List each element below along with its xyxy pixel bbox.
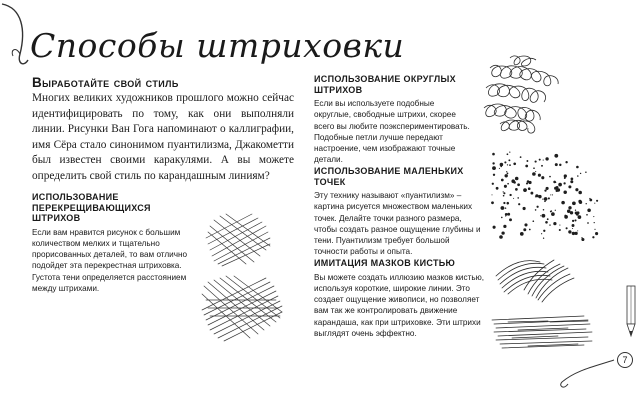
dot-mark: [506, 171, 507, 172]
dot-mark: [535, 209, 537, 211]
dot-mark: [493, 174, 495, 176]
dot-mark: [526, 182, 528, 184]
dot-mark: [539, 159, 541, 161]
dot-mark: [543, 230, 545, 232]
dot-mark: [557, 188, 560, 191]
dot-mark: [568, 206, 571, 209]
dot-mark: [587, 222, 589, 224]
dot-mark: [549, 224, 550, 225]
section-heading: ИСПОЛЬЗОВАНИЕ МАЛЕНЬКИХ ТОЧЕК: [314, 166, 464, 187]
dot-mark: [507, 153, 509, 155]
dot-mark: [507, 173, 509, 175]
section-text: Эту технику называют «пуантилизм» – картина рисуется множеством маленьких точек. Делайте точки разного размера, чтобы создать разное ощущение глубины и тени. Пуантилизм требует большой точности работы и опыта.: [314, 191, 481, 257]
dot-mark: [571, 178, 574, 181]
dot-mark: [499, 235, 503, 239]
dots-sample-icon: [488, 148, 604, 244]
dot-mark: [507, 183, 509, 185]
dot-mark: [517, 197, 519, 199]
dot-mark: [511, 179, 515, 183]
dot-mark: [508, 159, 510, 161]
dot-mark: [503, 192, 505, 194]
dot-mark: [594, 222, 595, 223]
dot-mark: [546, 187, 549, 190]
section-circular: [314, 74, 472, 166]
dot-mark: [530, 192, 533, 195]
dot-mark: [563, 191, 566, 194]
dot-mark: [576, 211, 579, 214]
dot-mark: [575, 210, 576, 211]
dot-mark: [492, 162, 494, 164]
section-brush: [314, 258, 492, 339]
dot-mark: [555, 163, 558, 166]
dot-mark: [547, 218, 549, 220]
dot-mark: [535, 161, 537, 163]
dot-mark: [545, 157, 548, 160]
scribble-sample-icon: [480, 48, 596, 136]
section-text: Если вам нравится рисунок с большим количеством мелких и тщательно прорисованных деталей, то вам отлично подойдет эта перекрестная штриховка. Густота тени определяется расстоянием между штрихами.: [32, 227, 188, 293]
dot-mark: [577, 175, 579, 177]
dot-mark: [515, 177, 519, 181]
dot-mark: [568, 185, 571, 188]
dot-mark: [545, 190, 546, 191]
pencil-icon: [624, 282, 638, 338]
dot-mark: [541, 233, 542, 234]
dot-mark: [572, 224, 575, 227]
dot-mark: [579, 201, 582, 204]
dot-mark: [513, 162, 516, 165]
dot-mark: [529, 229, 531, 231]
dot-mark: [504, 161, 506, 163]
dot-mark: [518, 203, 520, 205]
dot-mark: [570, 180, 573, 183]
dot-mark: [535, 171, 536, 172]
dot-mark: [507, 164, 508, 165]
dot-mark: [501, 179, 504, 182]
dot-mark: [540, 215, 541, 216]
dot-mark: [578, 215, 582, 219]
dot-mark: [520, 156, 522, 158]
dot-mark: [503, 225, 506, 228]
dot-mark: [558, 183, 562, 187]
dot-mark: [524, 189, 527, 192]
dot-mark: [503, 202, 505, 204]
dot-mark: [577, 230, 578, 231]
dot-mark: [533, 167, 535, 169]
bottom-flourish-icon: [556, 352, 616, 392]
dot-mark: [574, 232, 577, 235]
dot-mark: [567, 210, 570, 213]
dot-mark: [564, 215, 566, 217]
dot-mark: [523, 228, 526, 231]
dot-mark: [505, 174, 508, 177]
dot-mark: [548, 197, 550, 199]
dot-mark: [499, 168, 500, 169]
section-crosshatch: [32, 192, 200, 294]
dot-mark: [543, 160, 544, 161]
dot-mark: [559, 164, 561, 166]
dot-mark: [524, 223, 527, 226]
section-text: Если вы используете подобные округлые, свободные штрихи, скорее всего вы любите поэкспериментировать. Подобные петли лучше передают настроение, чем изображают точные детали.: [314, 99, 470, 165]
dot-mark: [525, 165, 528, 168]
dot-mark: [517, 183, 520, 186]
dot-mark: [549, 176, 551, 178]
dot-mark: [553, 181, 556, 184]
dot-mark: [574, 219, 576, 221]
dot-mark: [572, 220, 574, 222]
dot-mark: [543, 238, 544, 239]
dot-mark: [592, 236, 594, 238]
dot-mark: [541, 165, 543, 167]
dot-mark: [501, 217, 503, 219]
dot-mark: [565, 161, 567, 163]
dot-mark: [543, 209, 545, 211]
dot-mark: [538, 195, 541, 198]
dot-mark: [585, 171, 586, 172]
dot-mark: [552, 194, 553, 195]
dot-mark: [507, 213, 510, 216]
dot-mark: [501, 206, 505, 210]
dot-mark: [551, 212, 555, 216]
lead-paragraph: Многих великих художников прошлого можно сейчас идентифицировать по тому, как они выполняли линии. Рисунки Ван Гога напоминают о каллиграфии, имя Сёра стало синонимом пуантилизма, Джакометти был известен своими каракулями. А вы можете определить свой стиль по карандашным линиям?: [32, 92, 294, 182]
dot-mark: [541, 176, 544, 179]
page-number: 7: [617, 352, 633, 368]
dot-mark: [536, 206, 538, 208]
dot-mark: [520, 232, 524, 236]
dot-mark: [542, 214, 546, 218]
dot-mark: [566, 227, 568, 229]
dot-mark: [538, 174, 541, 177]
dot-mark: [542, 198, 543, 199]
dot-mark: [496, 187, 499, 190]
dot-mark: [544, 197, 548, 201]
dot-mark: [595, 232, 598, 235]
dot-mark: [578, 191, 582, 195]
section-heading: ИСПОЛЬЗОВАНИЕ ОКРУГЛЫХ ШТРИХОВ: [314, 74, 456, 95]
dot-mark: [532, 172, 536, 176]
section-heading: ИСПОЛЬЗОВАНИЕ ПЕРЕКРЕЩИВАЮЩИХСЯ ШТРИХОВ: [32, 192, 151, 223]
dot-mark: [523, 207, 526, 210]
dot-mark: [561, 201, 565, 205]
dot-mark: [559, 225, 560, 226]
dot-mark: [501, 231, 504, 234]
dot-mark: [596, 200, 598, 202]
dot-mark: [493, 226, 496, 229]
dot-mark: [515, 188, 518, 191]
dot-mark: [509, 151, 510, 152]
dot-mark: [507, 202, 510, 205]
dot-mark: [528, 187, 531, 190]
dot-mark: [503, 191, 504, 192]
dot-mark: [586, 214, 588, 216]
dot-mark: [528, 181, 531, 184]
dot-mark: [555, 210, 556, 211]
dot-mark: [500, 163, 504, 167]
dot-mark: [568, 230, 571, 233]
dot-mark: [594, 203, 595, 204]
dot-mark: [586, 203, 587, 204]
main-heading: Выработайте свой стиль: [32, 75, 179, 90]
dot-mark: [576, 166, 579, 169]
page-title: Способы штриховки: [30, 26, 405, 65]
dot-mark: [491, 201, 494, 204]
dot-mark: [526, 160, 528, 162]
dot-mark: [545, 221, 548, 224]
dot-mark: [550, 211, 552, 213]
dot-mark: [509, 218, 512, 221]
dot-mark: [587, 209, 591, 213]
dot-mark: [509, 194, 511, 196]
dot-mark: [564, 174, 567, 177]
dot-mark: [492, 183, 494, 185]
dot-mark: [589, 199, 592, 202]
dot-mark: [492, 153, 495, 156]
section-dots: [314, 166, 482, 258]
dot-mark: [563, 182, 565, 184]
dot-mark: [559, 229, 561, 231]
dot-mark: [572, 201, 576, 205]
section-text: Вы можете создать иллюзию мазков кистью, используя короткие, широкие линии. Это создает ощущение живописи, но позволяет вам так же контролировать движение карандаша, как при штриховке. Эти штрихи выглядят очень эффектно.: [314, 272, 485, 338]
crosshatch-sample-icon: [196, 200, 296, 350]
dot-mark: [513, 198, 514, 199]
dot-mark: [554, 154, 558, 158]
dot-mark: [580, 173, 581, 174]
dot-mark: [581, 237, 582, 238]
dot-mark: [532, 220, 534, 222]
dot-mark: [575, 188, 578, 191]
dot-mark: [553, 222, 556, 225]
dot-mark: [505, 213, 508, 216]
dot-mark: [503, 195, 505, 197]
dot-mark: [492, 166, 496, 170]
dot-mark: [593, 216, 594, 217]
dot-mark: [572, 228, 573, 229]
dot-mark: [491, 194, 492, 195]
dot-mark: [594, 229, 595, 230]
dot-mark: [550, 194, 551, 195]
dot-mark: [535, 196, 536, 197]
dot-mark: [505, 207, 507, 209]
dot-mark: [504, 185, 507, 188]
dot-mark: [509, 164, 511, 166]
section-heading: ИМИТАЦИЯ МАЗКОВ КИСТЬЮ: [314, 258, 456, 268]
